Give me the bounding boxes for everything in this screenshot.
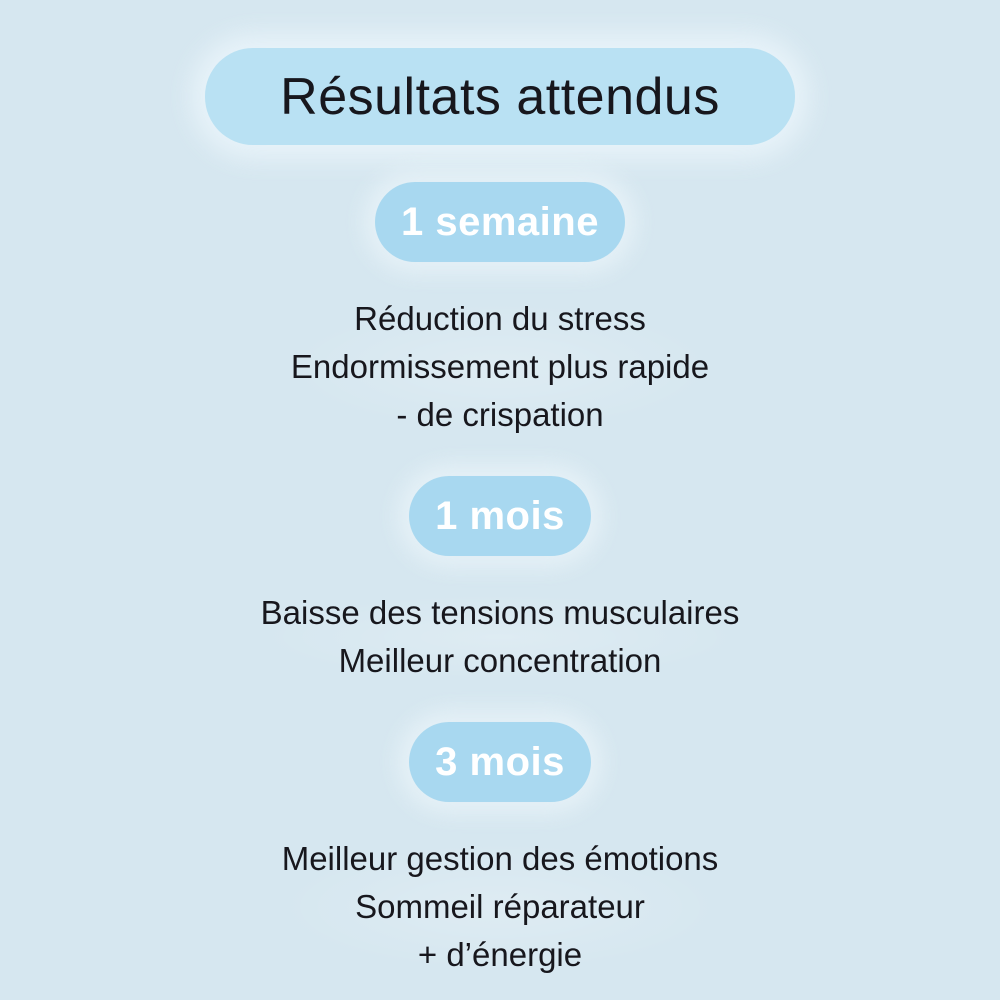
milestone-pill-1-mois	[409, 476, 591, 556]
effects-list-3-mois	[252, 835, 749, 979]
effect-line: Meilleur concentration	[338, 642, 662, 679]
milestone-pill-3-mois	[409, 722, 591, 802]
page-title: Résultats attendus	[280, 67, 720, 126]
milestone-label: 1 semaine	[401, 199, 599, 244]
milestone-1-semaine	[261, 145, 739, 439]
effect-line: Meilleur gestion des émotions	[281, 840, 719, 877]
effects-list-1-semaine	[261, 295, 739, 439]
milestone-label: 1 mois	[435, 493, 565, 538]
effect-line: + d’énergie	[417, 936, 583, 973]
effect-line: Baisse des tensions musculaires	[260, 594, 740, 631]
milestone-pill-1-semaine	[375, 182, 625, 262]
milestone-label: 3 mois	[435, 739, 565, 784]
effect-line: Endormissement plus rapide	[290, 348, 710, 385]
milestone-1-mois	[231, 439, 770, 685]
effect-line: - de crispation	[396, 396, 604, 433]
title-pill	[205, 48, 795, 145]
effects-list-1-mois	[231, 589, 770, 685]
effect-line: Sommeil réparateur	[355, 888, 645, 925]
milestone-3-mois	[252, 685, 749, 979]
effect-line: Réduction du stress	[354, 300, 646, 337]
